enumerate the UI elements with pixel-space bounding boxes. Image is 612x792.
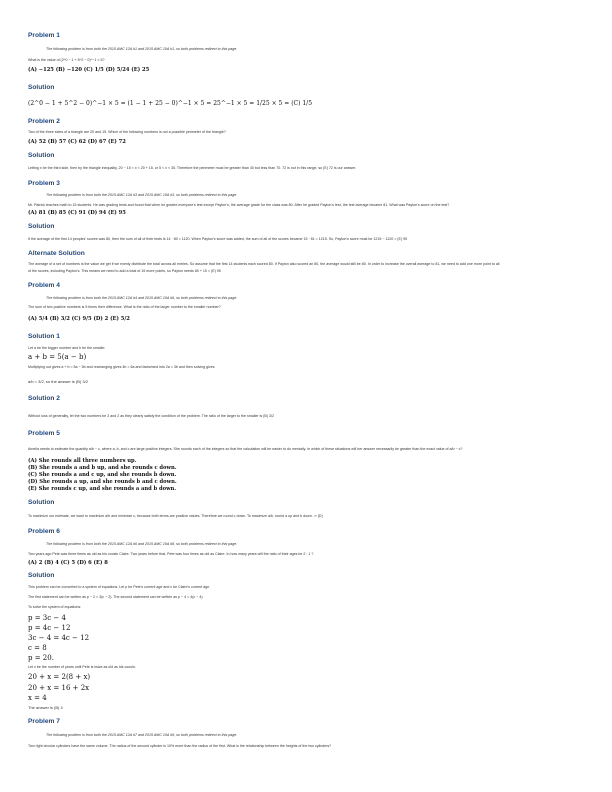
problem-4-solution-2-heading: Solution 2 [28, 395, 60, 402]
problem-2-heading: Problem 2 [28, 118, 60, 125]
problem-7-question: Two right circular cylinders have the same volume. The radius of the second cylinder is 10% more than the radius of the first. What is the relationship between the heights of the two cylinders? [28, 744, 332, 748]
problem-6-choices: (A) 2 (B) 4 (C) 5 (D) 6 (E) 8 [28, 560, 108, 566]
problem-3-question: Mr. Patrick teaches math to 15 students. He was grading tests and found that when he graded everyone's test except Payton's, the average grade for the class was 80. After he graded Payton's test, the test average became 81. What was Payton's score on the test? [28, 203, 450, 207]
problem-4-solution-1-line-2: Multiplying out gives a + b = 5a − 5b and rearranging gives 4b = 6a and factorised into 2a = 3b and then solving gives [28, 365, 215, 369]
problem-3-alt-heading: Alternate Solution [28, 250, 85, 257]
problem-6-eq-7: 20 + x = 16 + 2x [28, 684, 90, 692]
problem-4-solution-1-heading: Solution 1 [28, 333, 60, 340]
problem-5-heading: Problem 5 [28, 430, 60, 437]
problem-4-solution-1-line-3: a/b = 3/2, so the answer is (B) 3/2 [28, 379, 88, 384]
problem-1-solution: (2^0 − 1 + 5^2 − 0)^−1 × 5 = (1 − 1 + 25 − 0)^−1 × 5 = 25^−1 × 5 = 1/25 × 5 = (C) 1/5 [28, 100, 313, 107]
problem-1-heading: Problem 1 [28, 32, 60, 39]
problem-6-answer: The answer is (B) 4 [28, 705, 63, 710]
problem-6-line-2: The first statement can be written as p − 2 = 3(c − 2). The second statement can be written as p − 4 = 4(c − 4) [28, 595, 203, 599]
problem-6-line-3: To solve the system of equations: [28, 605, 82, 609]
problem-6-heading: Problem 6 [28, 528, 60, 535]
problem-4-choices: (A) 5/4 (B) 3/2 (C) 9/5 (D) 2 (E) 5/2 [28, 316, 130, 322]
problem-1-question: What is the value of (2^0 − 1 + 5^2 − 0)^−1 × 5? [28, 58, 105, 62]
problem-6-eq-5: p = 20. [28, 654, 54, 662]
problem-6-eq-2: p = 4c − 12 [28, 624, 71, 632]
problem-2-choices: (A) 52 (B) 57 (C) 62 (D) 67 (E) 72 [28, 139, 126, 145]
problem-4-solution-2: Without loss of generality, let the two numbers be 3 and 2 as they clearly satisfy the condition of the problem. The ratio of the larger to the smaller is (B) 3/2 [28, 414, 274, 418]
problem-1-choices: (A) −125 (B) −120 (C) 1/5 (D) 5/24 (E) 25 [28, 67, 150, 73]
problem-1-note: The following problem is from both the 2015 AMC 12A #1 and 2015 AMC 10A #1, so both problems redirect to this page. [46, 47, 238, 51]
problem-7-heading: Problem 7 [28, 718, 60, 725]
problem-6-eq-1: p = 3c − 4 [28, 614, 66, 622]
problem-6-eq-4: c = 8 [28, 644, 47, 652]
problem-4-note: The following problem is from both the 2015 AMC 12A #4 and 2015 AMC 10A #6, so both problems redirect to this page. [46, 296, 238, 300]
problem-6-question: Two years ago Pete was three times as old as his cousin Claire. Two years before that, Pete was four times as old as Claire. In how many years will the ratio of their ages be 2 : 1 ? [28, 552, 314, 556]
problem-6-note: The following problem is from both the 2015 AMC 12A #6 and 2015 AMC 10A #8, so both problems redirect to this page. [46, 542, 238, 546]
problem-6-line-4: Let x be the number of years until Pete is twice as old as his cousin. [28, 665, 136, 669]
problem-4-solution-1-line-1: Let a be the bigger number and b be the smaller. [28, 346, 106, 350]
problem-3-solution: If the average of the first 14 peoples' scores was 80, then the sum of all of their tests is 14 · 80 = 1120. When Payton's score was added, the sum of all of the scores became 15 · 81 = 1215. So, Payton's score must be 1215 − 1120 = (E) 95 [28, 237, 408, 241]
problem-3-alt-line-1: The average of a set of numbers is the value we get if we evenly distribute the total across all entries. So assume that the first 14 students each scored 80. If Payton also scored an 80, the average would still be 80. In order to increase the overall average to 81, we need to add one more point to all [28, 262, 500, 266]
problem-3-solution-heading: Solution [28, 223, 55, 230]
problem-4-solution-1-equation: a + b = 5(a − b) [28, 353, 87, 361]
problem-3-heading: Problem 3 [28, 180, 60, 187]
problem-6-eq-8: x = 4 [28, 694, 47, 702]
problem-7-note: The following problem is from both the 2015 AMC 12A #7 and 2015 AMC 10A #9, so both problems redirect to this page. [46, 733, 238, 737]
problem-2-solution-heading: Solution [28, 152, 55, 159]
problem-5-solution: To maximize our estimate, we want to maximize a/b and minimize c, because both terms are positive values. Therefore we round c down. To maximize a/b, round a up and b down. ⇒ (D) [28, 514, 323, 518]
problem-6-eq-3: 3c − 4 = 4c − 12 [28, 634, 90, 642]
problem-6-line-1: This problem can be converted to a system of equations. Let p be Pete's current age and c be Claire's current age. [28, 585, 211, 589]
problem-2-question: Two of the three sides of a triangle are 20 and 15. Which of the following numbers is not a possible perimeter of the triangle? [28, 130, 226, 134]
problem-5-question: Amelia needs to estimate the quantity a/b − c, where a, b, and c are large positive integers. She rounds each of the integers so that the calculation will be easier to do mentally. In which of these situations will her answer necessarily be greater than the exact value of a/b − c? [28, 447, 463, 451]
problem-3-alt-line-2: of the scores, including Payton's. This means we need to add a total of 15 more points, so Payton needs 80 + 15 = (E) 95 [28, 269, 221, 273]
problem-5-choice-d: (D) She rounds a up, and she rounds b and c down. [28, 479, 177, 485]
problem-6-solution-heading: Solution [28, 572, 55, 579]
problem-5-solution-heading: Solution [28, 499, 55, 506]
problem-5-choice-a: (A) She rounds all three numbers up. [28, 458, 137, 464]
problem-6-eq-6: 20 + x = 2(8 + x) [28, 673, 91, 681]
problem-1-solution-heading: Solution [28, 84, 55, 91]
problem-2-solution: Letting x be the third side, then by the triangle inequality, 20 − 15 < x < 20 + 15, or 5 < x < 35. Therefore the perimeter must be greater than 40 but less than 70. 72 is not in this range, so (E) 72 is our answer. [28, 166, 357, 170]
problem-5-choice-c: (C) She rounds a and c up, and she rounds b down. [28, 472, 177, 478]
problem-5-choice-e: (E) She rounds c up, and she rounds a and b down. [28, 486, 177, 492]
problem-5-choice-b: (B) She rounds a and b up, and she rounds c down. [28, 465, 177, 471]
problem-3-choices: (A) 81 (B) 85 (C) 91 (D) 94 (E) 95 [28, 210, 126, 216]
problem-3-note: The following problem is from both the 2015 AMC 12A #3 and 2015 AMC 10A #3, so both problems redirect to this page. [46, 193, 238, 197]
problem-4-heading: Problem 4 [28, 282, 60, 289]
problem-4-question: The sum of two positive numbers is 5 times their difference. What is the ratio of the larger number to the smaller number? [28, 305, 221, 309]
